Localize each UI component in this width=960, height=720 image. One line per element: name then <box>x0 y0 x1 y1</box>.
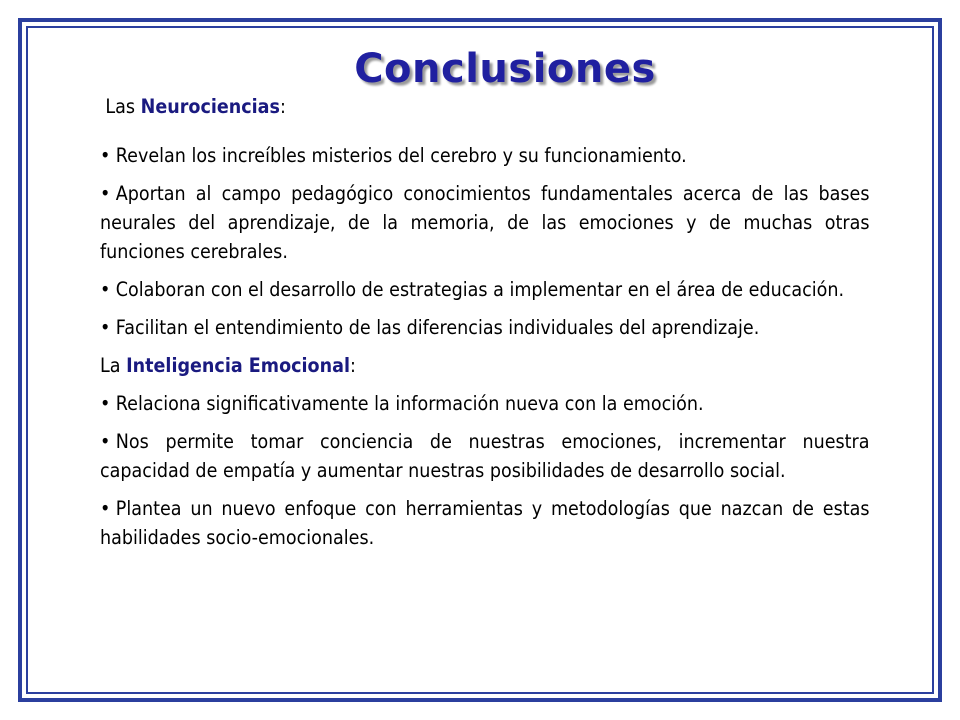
section-prefix: Las <box>105 95 141 118</box>
section-key-term: Inteligencia Emocional <box>126 354 350 377</box>
bullet-text: Revelan los increíbles misterios del cerebro y su funcionamiento. <box>115 144 687 167</box>
bullet-icon: • <box>100 182 111 205</box>
bullet-item <box>100 141 870 170</box>
slide-content <box>100 92 870 561</box>
section-heading-neurociencias <box>100 92 870 121</box>
bullet-item <box>100 427 870 485</box>
bullet-text: Nos permite tomar conciencia de nuestras emociones, incrementar nuestra capacidad de empatía y aumentar nuestras posibilidades de desarrollo social. <box>100 430 870 482</box>
bullet-item <box>100 313 870 342</box>
bullet-item <box>100 494 870 552</box>
bullet-text: Colaboran con el desarrollo de estrategias a implementar en el área de educación. <box>115 278 845 301</box>
section-suffix: : <box>279 95 286 118</box>
section-heading-inteligencia-emocional <box>100 351 870 380</box>
bullet-text: Aportan al campo pedagógico conocimientos fundamentales acerca de las bases neurales del aprendizaje, de la memoria, de las emociones y de muchas otras funciones cerebrales. <box>100 182 870 263</box>
bullet-icon: • <box>100 316 111 339</box>
bullet-text: Relaciona significativamente la información nueva con la emoción. <box>115 392 704 415</box>
bullet-item <box>100 275 870 304</box>
bullet-icon: • <box>100 430 111 453</box>
section-suffix: : <box>349 354 356 377</box>
bullet-icon: • <box>100 392 111 415</box>
bullet-text: Facilitan el entendimiento de las diferencias individuales del aprendizaje. <box>115 316 760 339</box>
bullet-icon: • <box>100 144 111 167</box>
section-prefix: La <box>100 354 127 377</box>
bullet-icon: • <box>100 497 111 520</box>
bullet-item <box>100 389 870 418</box>
bullet-item <box>100 179 870 266</box>
slide-title: Conclusiones <box>354 46 656 92</box>
section-key-term: Neurociencias <box>140 95 280 118</box>
bullet-icon: • <box>100 278 111 301</box>
bullet-text: Plantea un nuevo enfoque con herramientas y metodologías que nazcan de estas habilidades socio-emocionales. <box>100 497 870 549</box>
